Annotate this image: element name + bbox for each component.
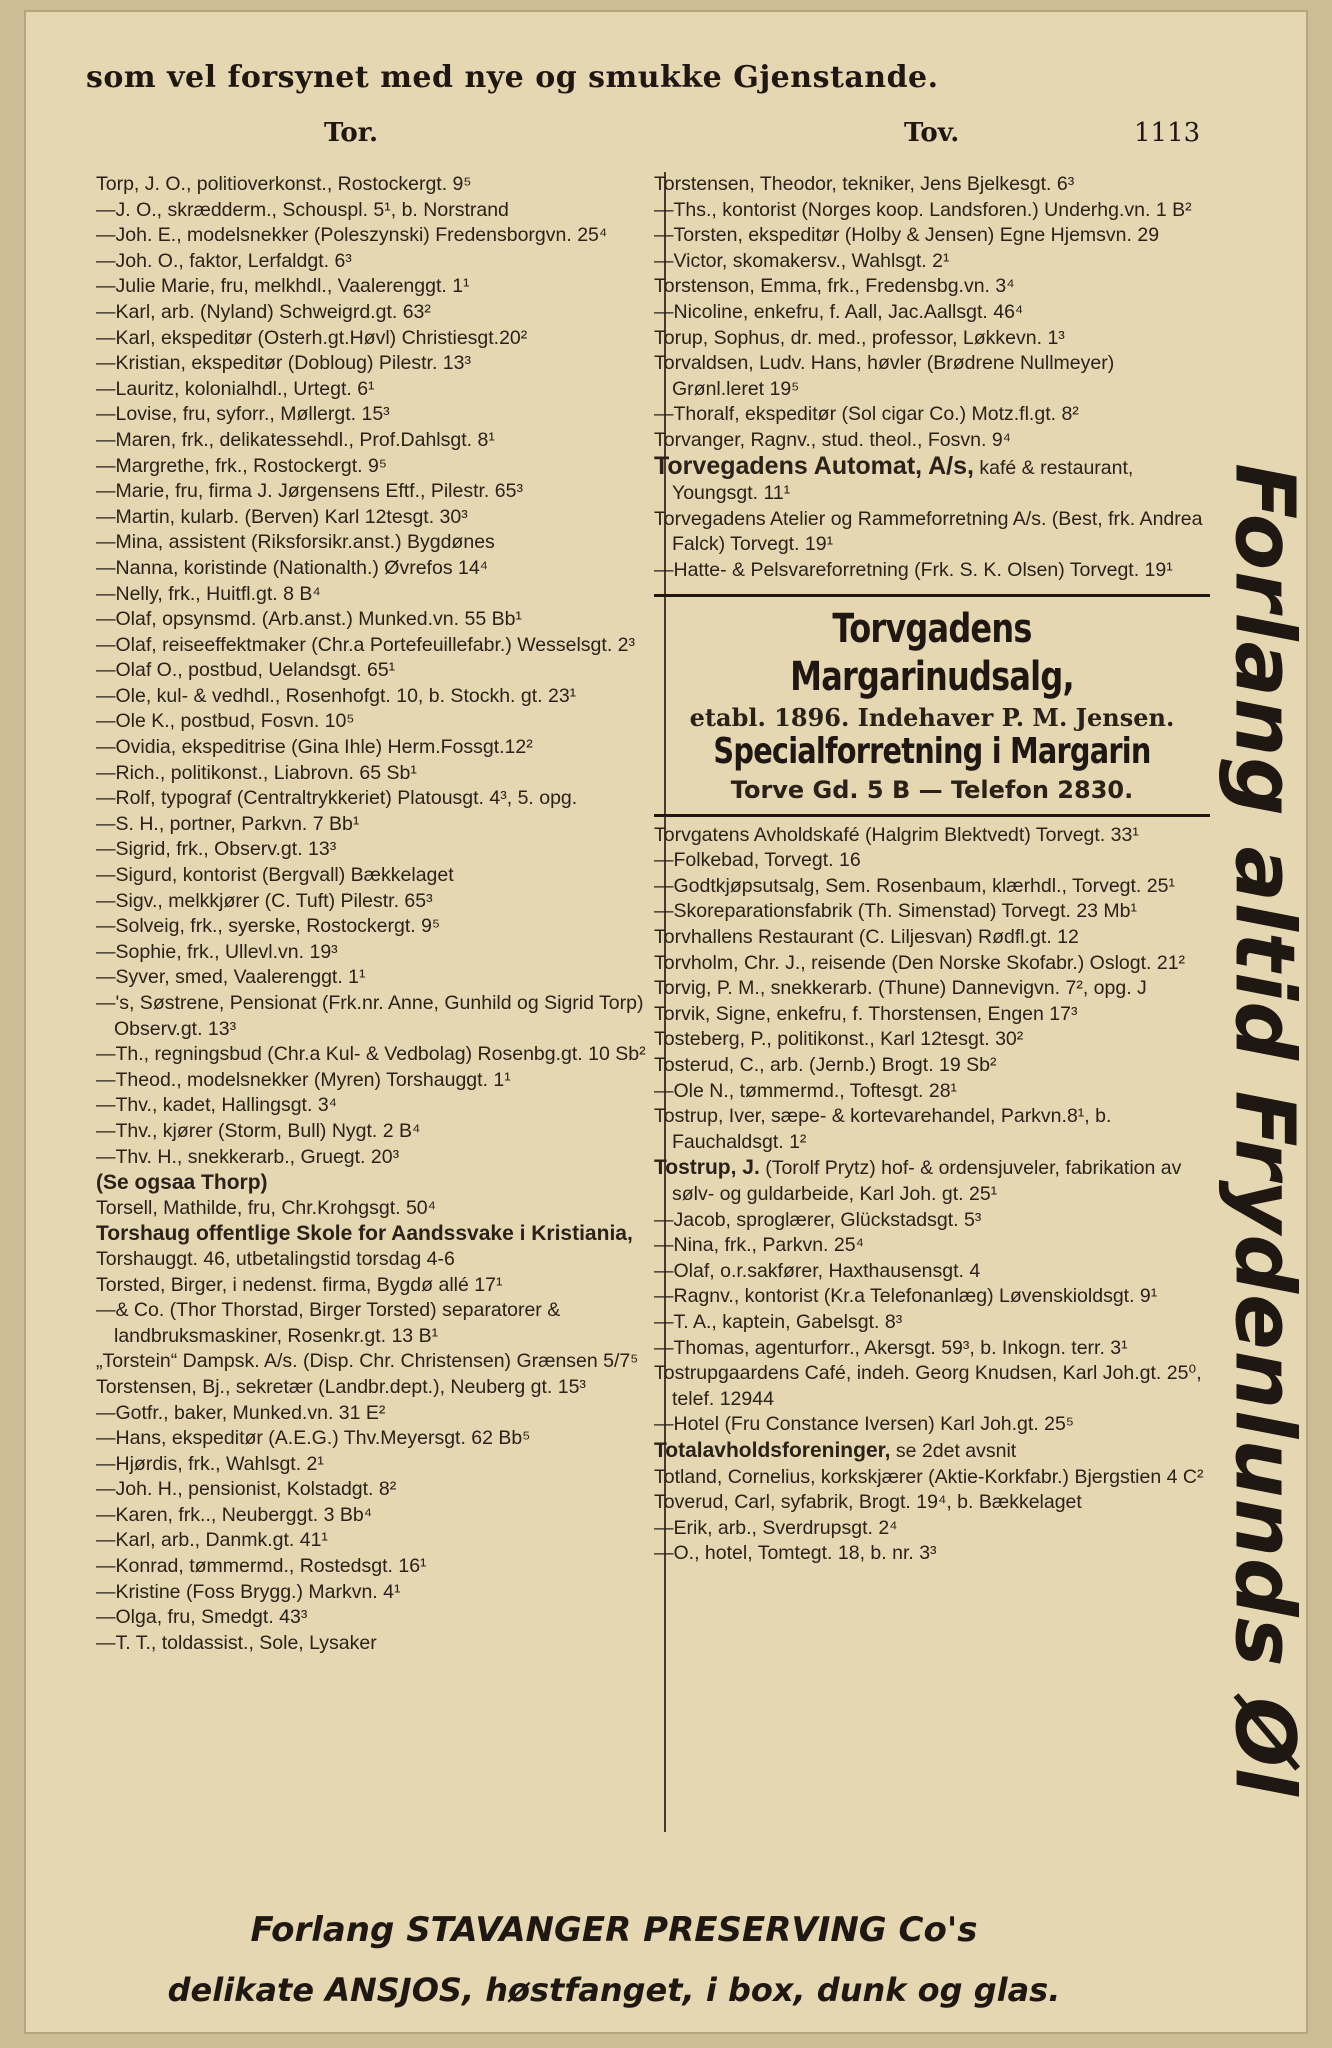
ad-address: Torve Gd. 5 B — Telefon 2830. <box>730 776 1134 805</box>
see-also-note: (Se ogsaa Thorp) <box>96 1171 268 1195</box>
list-item: —Margrethe, frk., Rostockergt. 9⁵ <box>96 454 387 477</box>
list-item: —Ovidia, ekspeditrise (Gina Ihle) Herm.Fossgt.12² <box>96 736 533 759</box>
list-item: —Ole K., postbud, Fosvn. 10⁵ <box>96 710 355 733</box>
list-item: Toverud, Carl, syfabrik, Brogt. 19⁴, b. Bækkelaget <box>654 1491 1082 1514</box>
list-item: —Skoreparationsfabrik (Th. Simenstad) Torvegt. 23 Mb¹ <box>654 900 1138 923</box>
list-item: —Thv., kadet, Hallingsgt. 3⁴ <box>96 1094 338 1117</box>
list-item: —Nanna, koristinde (Nationalth.) Øvrefos 14⁴ <box>96 556 489 579</box>
list-item: —Sigurd, kontorist (Bergvall) Bækkelaget <box>96 864 454 887</box>
list-item: —Nicoline, enkefru, f. Aall, Jac.Aallsgt. 46⁴ <box>654 300 1024 323</box>
list-item: Tosterud, C., arb. (Jernb.) Brogt. 19 Sb² <box>654 1054 997 1077</box>
list-item: Torstensen, Theodor, tekniker, Jens Bjelkesgt. 6³ <box>654 173 1075 195</box>
list-item: —Lauritz, kolonialhdl., Urtegt. 6¹ <box>96 377 375 400</box>
list-item: —Nelly, frk., Huitfl.gt. 8 B⁴ <box>96 582 321 605</box>
bottom-ad-line2: delikate ANSJOS, høstfanget, i box, dunk og glas. <box>167 1971 1061 2009</box>
list-item: Totland, Cornelius, korkskjærer (Aktie-Korkfabr.) Bjergstien 4 C² <box>654 1465 1204 1488</box>
list-item: —Thv., kjører (Storm, Bull) Nygt. 2 B⁴ <box>96 1119 421 1142</box>
list-item: —Torsten, ekspeditør (Holby & Jensen) Egne Hjemsvn. 29 <box>654 224 1160 247</box>
list-item: —Karl, ekspeditør (Osterh.gt.Høvl) Christiesgt.20² <box>96 326 528 349</box>
list-item: —Godtkjøpsutsalg, Sem. Rosenbaum, klærhdl., Torvegt. 25¹ <box>654 874 1175 897</box>
bottom-anchovy-ad <box>84 1908 1144 2014</box>
list-item: —Sophie, frk., Ullevl.vn. 19³ <box>96 940 338 963</box>
list-item: Torvegadens Atelier og Rammeforretning A/s. (Best, frk. Andrea Falck) Torvegt. 19¹ <box>654 507 1203 556</box>
list-item: —'s, Søstrene, Pensionat (Frk.nr. Anne, Gunhild og Sigrid Torp) Observ.gt. 13³ <box>96 992 644 1040</box>
list-item: —J. O., skrædderm., Schouspl. 5¹, b. Norstrand <box>96 198 509 221</box>
list-item: —Th., regningsbud (Chr.a Kul- & Vedbolag) Rosenbg.gt. 10 Sb² <box>96 1043 646 1066</box>
list-item: Torvig, P. M., snekkerarb. (Thune) Dannevigvn. 7², opg. J <box>654 977 1147 1000</box>
list-item: —& Co. (Thor Thorstad, Birger Torsted) separatorer & landbruksmaskiner, Rosenkr.gt. 13 B¹ <box>96 1299 561 1347</box>
list-item: —Rich., politikonst., Liabrovn. 65 Sb¹ <box>96 761 417 784</box>
list-item: —Hjørdis, frk., Wahlsgt. 2¹ <box>96 1452 324 1475</box>
list-item: —Rolf, typograf (Centraltrykkeriet) Platousgt. 4³, 5. opg. <box>96 787 578 810</box>
list-item: Torvgatens Avholdskafé (Halgrim Blektvedt) Torvegt. 33¹ <box>654 823 1139 846</box>
list-item: —Karl, arb. (Nyland) Schweigrd.gt. 63² <box>96 300 431 323</box>
list-item: Tosteberg, P., politikonst., Karl 12tesgt. 30² <box>654 1028 1024 1051</box>
left-column <box>96 172 666 1832</box>
automat-entry <box>654 451 1210 507</box>
list-item: Torp, J. O., politioverkonst., Rostockergt. 9⁵ <box>96 173 472 195</box>
list-item: —Joh. E., modelsnekker (Poleszynski) Fredensborgvn. 25⁴ <box>96 224 608 247</box>
ad-established: etabl. 1896. Indehaver P. M. Jensen. <box>689 702 1175 732</box>
list-item: —Olaf, opsynsmd. (Arb.anst.) Munked.vn. 55 Bb¹ <box>96 608 522 631</box>
list-item: —Solveig, frk., syerske, Rostockergt. 9⁵ <box>96 915 441 938</box>
totalavhold-detail: se 2det avsnit <box>895 1439 1017 1462</box>
list-item: —Kristian, ekspeditør (Dobloug) Pilestr. 13³ <box>96 352 471 375</box>
page-number: 1113 <box>1134 118 1201 148</box>
list-item: —Ole N., tømmermd., Toftesgt. 28¹ <box>654 1079 958 1102</box>
list-item: —Theod., modelsnekker (Myren) Torshauggt. 1¹ <box>96 1068 511 1091</box>
list-item: Torvhallens Restaurant (C. Liljesvan) Rødfl.gt. 12 <box>654 926 1079 949</box>
list-item: —T. A., kaptein, Gabelsgt. 8³ <box>654 1310 903 1333</box>
list-item: —Ole, kul- & vedhdl., Rosenhofgt. 10, b. Stockh. gt. 23¹ <box>96 684 577 707</box>
list-item: Torshauggt. 46, utbetalingstid torsdag 4-6 <box>96 1247 455 1270</box>
list-item-bold: Torshaug offentlige Skole for Aandssvake i Kristiania, <box>96 1222 633 1246</box>
list-item: Torsted, Birger, i nedenst. firma, Bygdø allé 17¹ <box>96 1273 503 1296</box>
list-item: —O., hotel, Tomtegt. 18, b. nr. 3³ <box>654 1542 937 1565</box>
list-item: Tostrupgaardens Café, indeh. Georg Knudsen, Karl Joh.gt. 25⁰, telef. 12944 <box>654 1362 1202 1410</box>
ad-specialty: Specialforretning i Margarin <box>713 731 1151 773</box>
vertical-beer-ad <box>1214 463 1314 1797</box>
list-item: —Maren, frk., delikatessehdl., Prof.Dahlsgt. 8¹ <box>96 428 495 451</box>
list-item: —S. H., portner, Parkvn. 7 Bb¹ <box>96 812 360 835</box>
list-item: Torsell, Mathilde, fru, Chr.Krohgsgt. 50⁴ <box>96 1196 437 1219</box>
list-item: —Karen, frk.., Neuberggt. 3 Bb⁴ <box>96 1503 373 1526</box>
list-item: —Martin, kularb. (Berven) Karl 12tesgt. 30³ <box>96 505 468 528</box>
list-item: —Hans, ekspeditør (A.E.G.) Thv.Meyersgt. 62 Bb⁵ <box>96 1427 531 1450</box>
list-item: —Nina, frk., Parkvn. 25⁴ <box>654 1234 864 1257</box>
list-item: —Thomas, agenturforr., Akersgt. 59³, b. Inkogn. terr. 3¹ <box>654 1336 1128 1359</box>
list-item: Torvaldsen, Ludv. Hans, høvler (Brødrene Nullmeyer) Grønl.leret 19⁵ <box>654 352 1115 400</box>
totalavhold-name: Totalavholdsforeninger, <box>654 1438 891 1462</box>
header-right-letters: Tov. <box>904 118 960 148</box>
vertical-beer-ad-text: Forlang altid Frydenlunds Øl <box>1216 463 1312 1797</box>
top-banner-ad: som vel forsynet med nye og smukke Gjenstande. <box>86 60 939 95</box>
list-item: Torvanger, Ragnv., stud. theol., Fosvn. 9⁴ <box>654 428 1012 451</box>
list-item: —Lovise, fru, syforr., Møllergt. 15³ <box>96 403 390 426</box>
header-left-letters: Tor. <box>324 118 379 148</box>
list-item: —Thoralf, ekspeditør (Sol cigar Co.) Motz.fl.gt. 8² <box>654 403 1079 426</box>
list-item: —Mina, assistent (Riksforsikr.anst.) Bygdønes <box>96 531 495 554</box>
list-item: —Olaf O., postbud, Uelandsgt. 65¹ <box>96 659 396 682</box>
list-item: —Konrad, tømmermd., Rostedsgt. 16¹ <box>96 1555 427 1578</box>
ad-title: Torvgadens Margarinudsalg, <box>790 605 1074 700</box>
list-item: —Gotfr., baker, Munked.vn. 31 E² <box>96 1401 386 1424</box>
list-item: —Olga, fru, Smedgt. 43³ <box>96 1606 308 1629</box>
list-item: —Joh. H., pensionist, Kolstadgt. 8² <box>96 1478 397 1501</box>
list-item: Torstensen, Bj., sekretær (Landbr.dept.), Neuberg gt. 15³ <box>96 1375 586 1398</box>
list-item: —Ragnv., kontorist (Kr.a Telefonanlæg) Løvenskioldsgt. 9¹ <box>654 1285 1158 1308</box>
totalavhold-entry <box>654 1438 1210 1465</box>
list-item: —Olaf, o.r.sakfører, Haxthausensgt. 4 <box>654 1259 981 1282</box>
list-item: „Torstein“ Dampsk. A/s. (Disp. Chr. Christensen) Grænsen 5/7⁵ <box>96 1350 639 1373</box>
list-item: —Hatte- & Pelsvareforretning (Frk. S. K. Olsen) Torvegt. 19¹ <box>654 558 1173 581</box>
tostrup-detail: (Torolf Prytz) hof- & ordensjuveler, fabrikation av sølv- og guldarbeide, Karl Joh. gt. 25¹ <box>672 1157 1182 1205</box>
list-item: —Joh. O., faktor, Lerfaldgt. 6³ <box>96 249 352 272</box>
directory-page <box>24 10 1312 2034</box>
list-item: —Sigrid, frk., Observ.gt. 13³ <box>96 838 337 861</box>
list-item: —Marie, fru, firma J. Jørgensens Eftf., Pilestr. 65³ <box>96 480 523 503</box>
list-item: —Karl, arb., Danmk.gt. 41¹ <box>96 1529 328 1552</box>
list-item: —Folkebad, Torvegt. 16 <box>654 849 861 872</box>
margarine-ad <box>654 594 1210 817</box>
list-item: Torstenson, Emma, frk., Fredensbg.vn. 3⁴ <box>654 275 1015 298</box>
list-item: —Syver, smed, Vaalerenggt. 1¹ <box>96 966 366 989</box>
list-item: Torvholm, Chr. J., reisende (Den Norske Skofabr.) Oslogt. 21² <box>654 951 1186 974</box>
list-item: —Kristine (Foss Brygg.) Markvn. 4¹ <box>96 1580 401 1603</box>
list-item: Torup, Sophus, dr. med., professor, Løkkevn. 1³ <box>654 326 1065 349</box>
list-item: —Ths., kontorist (Norges koop. Landsforen.) Underhg.vn. 1 B² <box>654 198 1192 221</box>
tostrup-entry <box>654 1155 1210 1207</box>
list-item: —Hotel (Fru Constance Iversen) Karl Joh.gt. 25⁵ <box>654 1413 1074 1436</box>
list-item: Torvik, Signe, enkefru, f. Thorstensen, Engen 17³ <box>654 1002 1078 1025</box>
automat-name: Torvegadens Automat, A/s, <box>654 451 974 480</box>
automat-detail: kafé & restaurant, Youngsgt. 11¹ <box>672 456 1134 505</box>
right-column <box>654 172 1210 1567</box>
list-item: —Thv. H., snekkerarb., Gruegt. 20³ <box>96 1145 400 1168</box>
tostrup-name: Tostrup, J. <box>654 1156 760 1180</box>
list-item: —Sigv., melkkjører (C. Tuft) Pilestr. 65³ <box>96 889 433 912</box>
list-item: —Erik, arb., Sverdrupsgt. 2⁴ <box>654 1516 898 1539</box>
bottom-ad-line1: Forlang STAVANGER PRESERVING Co's <box>250 1910 978 1950</box>
list-item: —Olaf, reiseeffektmaker (Chr.a Portefeuillefabr.) Wesselsgt. 2³ <box>96 633 635 656</box>
list-item: —T. T., toldassist., Sole, Lysaker <box>96 1631 377 1654</box>
list-item: —Victor, skomakersv., Wahlsgt. 2¹ <box>654 249 950 272</box>
list-item: —Julie Marie, fru, melkhdl., Vaalerenggt. 1¹ <box>96 275 470 298</box>
list-item: Tostrup, Iver, sæpe- & kortevarehandel, Parkvn.8¹, b. Fauchaldsgt. 1² <box>654 1105 1112 1153</box>
list-item: —Jacob, sproglærer, Glückstadsgt. 5³ <box>654 1208 982 1231</box>
